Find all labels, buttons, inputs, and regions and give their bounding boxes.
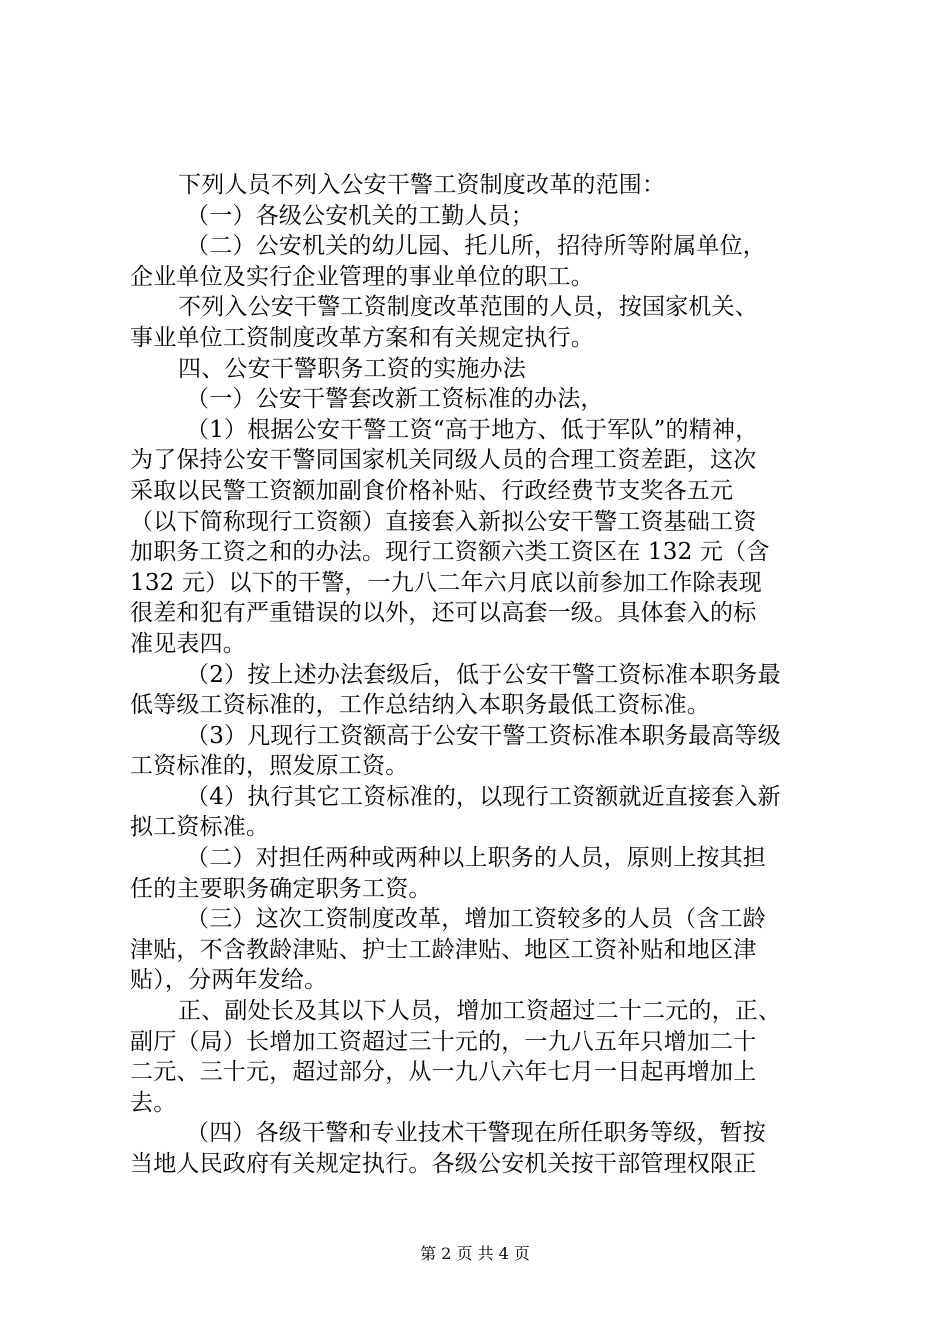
paragraph-line: （二）公安机关的幼儿园、托儿所，招待所等附属单位，: [186, 233, 766, 260]
paragraph-line: 下列人员不列入公安干警工资制度改革的范围：: [178, 172, 666, 198]
paragraph-line: 132 元）以下的干警，一九八二年六月底以前参加工作除表现: [130, 569, 763, 596]
paragraph-line: 加职务工资之和的办法。现行工资额六类工资区在 132 元（含: [130, 539, 770, 566]
paragraph-line: （1）根据公安干警工资“高于地方、低于军队”的精神，: [186, 416, 759, 443]
paragraph-line: （4）执行其它工资标准的，以现行工资额就近直接套入新: [186, 783, 781, 810]
paragraph-line: 当地人民政府有关规定执行。各级公安机关按干部管理权限正: [130, 1151, 757, 1177]
paragraph-line: 工资标准的，照发原工资。: [130, 753, 409, 780]
paragraph-line: 不列入公安干警工资制度改革范围的人员，按国家机关、: [178, 294, 758, 321]
paragraph-line: （三）这次工资制度改革，增加工资较多的人员（含工龄: [186, 906, 766, 933]
paragraph-line: 副厅（局）长增加工资超过三十元的，一九八五年只增加二十: [130, 1028, 757, 1055]
paragraph-line: 采取以民警工资额加副食价格补贴、行政经费节支奖各五元: [130, 477, 734, 504]
paragraph-line: （二）对担任两种或两种以上职务的人员，原则上按其担: [186, 845, 766, 872]
paragraph-line: （一）公安干警套改新工资标准的办法，: [186, 386, 604, 413]
paragraph-line: （四）各级干警和专业技术干警现在所任职务等级，暂按: [186, 1120, 766, 1147]
paragraph-line: 正、副处长及其以下人员，增加工资超过二十二元的，正、: [178, 998, 782, 1025]
paragraph-line: 为了保持公安干警同国家机关同级人员的合理工资差距，这次: [130, 447, 757, 474]
paragraph-line: （一）各级公安机关的工勤人员；: [186, 202, 534, 229]
document-body: [130, 170, 830, 1180]
paragraph-line: 津贴，不含教龄津贴、护士工龄津贴、地区工资补贴和地区津: [130, 936, 757, 963]
paragraph-line: （以下简称现行工资额）直接套入新拟公安干警工资基础工资: [130, 508, 757, 535]
paragraph-line: 很差和犯有严重错误的以外，还可以高套一级。具体套入的标: [130, 600, 757, 627]
paragraph-line: 企业单位及实行企业管理的事业单位的职工。: [130, 263, 594, 290]
paragraph-line: 拟工资标准。: [130, 814, 270, 841]
paragraph-line: 二元、三十元，超过部分，从一九八六年七月一日起再增加上: [130, 1059, 757, 1086]
paragraph-line: 低等级工资标准的，工作总结纳入本职务最低工资标准。: [130, 692, 710, 719]
paragraph-line: （2）按上述办法套级后，低于公安干警工资标准本职务最: [186, 661, 781, 688]
paragraph-line: 任的主要职务确定职务工资。: [130, 875, 432, 902]
paragraph-line: （3）凡现行工资额高于公安干警工资标准本职务最高等级: [186, 722, 781, 749]
paragraph-line: 事业单位工资制度改革方案和有关规定执行。: [130, 324, 594, 351]
paragraph-line: 准见表四。: [130, 630, 246, 657]
section-heading: 四、公安干警职务工资的实施办法: [178, 355, 526, 382]
paragraph-line: 去。: [130, 1089, 177, 1116]
paragraph-line: 贴），分两年发给。: [130, 967, 328, 994]
page-footer: 第 2 页 共 4 页: [420, 1244, 530, 1263]
